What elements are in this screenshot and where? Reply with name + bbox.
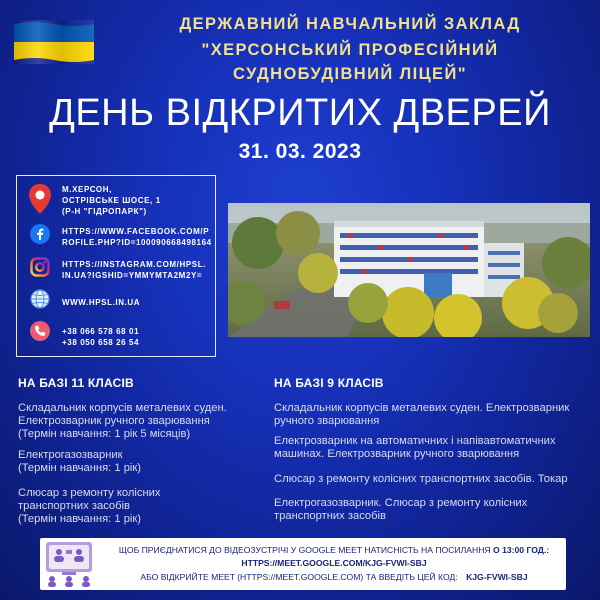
- page-title: ДЕНЬ ВІДКРИТИХ ДВЕРЕЙ: [49, 92, 551, 134]
- instagram-icon[interactable]: [30, 257, 50, 282]
- org-name-line1: ДЕРЖАВНИЙ НАВЧАЛЬНИЙ ЗАКЛАД: [179, 15, 521, 33]
- left-program-3-line2: транспортних засобів: [18, 500, 130, 512]
- address-line3: (Р-Н "ГІДРОПАРК"): [62, 207, 147, 216]
- right-program-4-line2: транспортних засобів: [274, 510, 386, 522]
- right-program-4-line1: Електрогазозварник. Слюсар з ремонту колісних: [274, 497, 528, 509]
- website-link[interactable]: WWW.HPSL.IN.UA: [62, 298, 141, 307]
- banner-time: О 13:00 ГОД.:: [493, 545, 550, 555]
- left-program-1-line2: Електрозварник ручного зварювання: [18, 415, 210, 427]
- left-program-1-line1: Складальник корпусів металевих суден.: [18, 402, 227, 414]
- banner-line3: [104, 572, 564, 583]
- left-program-3: [18, 487, 161, 526]
- right-program-1: [274, 402, 569, 428]
- banner-code-instruction: АБО ВІДКРИЙТЕ MEET (HTTPS://MEET.GOOGLE.COM) ТА ВВЕДІТЬ ЦЕЙ КОД:: [140, 572, 458, 582]
- banner-line1: [104, 545, 564, 556]
- phone-icon: [30, 321, 50, 346]
- meet-link[interactable]: HTTPS://MEET.GOOGLE.COM/KJG-FVWI-SBJ: [241, 558, 427, 568]
- instagram-link-line2[interactable]: IN.UA?IGSHID=YMMYMTA2M2Y=: [62, 271, 203, 280]
- left-program-1-line3: (Термін навчання: 1 рік 5 місяців): [18, 428, 191, 440]
- left-program-2: [18, 449, 141, 475]
- phone-number-1: +38 066 578 68 01: [62, 327, 140, 336]
- facebook-link-line1[interactable]: HTTPS://WWW.FACEBOOK.COM/P: [62, 227, 210, 236]
- lyceum-building-photo: [228, 203, 590, 337]
- phone-number-2: +38 050 658 26 54: [62, 338, 140, 347]
- left-program-2-line1: Електрогазозварник: [18, 449, 123, 461]
- facebook-link-line2[interactable]: ROFILE.PHP?ID=100090668498164: [62, 238, 212, 247]
- right-program-1-line1: Складальник корпусів металевих суден. Електрозварник: [274, 402, 570, 414]
- instagram-link-line1[interactable]: HTTPS://INSTAGRAM.COM/HPSL.: [62, 260, 207, 269]
- address-line2: ОСТРІВСЬКЕ ШОСЕ, 1: [62, 196, 161, 205]
- org-name-line2: "ХЕРСОНСЬКИЙ ПРОФЕСІЙНИЙ: [201, 41, 499, 59]
- left-column-heading: НА БАЗІ 11 КЛАСІВ: [18, 376, 134, 390]
- facebook-icon[interactable]: [30, 224, 50, 249]
- right-column-heading: НА БАЗІ 9 КЛАСІВ: [274, 376, 384, 390]
- globe-icon: [30, 289, 50, 314]
- org-name-line3: СУДНОБУДІВНИЙ ЛІЦЕЙ": [233, 65, 467, 83]
- left-program-1: [18, 402, 227, 441]
- event-date: 31. 03. 2023: [238, 140, 362, 163]
- right-program-3-line1: Слюсар з ремонту колісних транспортних засобів. Токар: [274, 473, 568, 485]
- right-program-2-line2: машинах. Електрозварник ручного зварювання: [274, 448, 520, 460]
- meet-code: KJG-FVWI-SBJ: [466, 572, 528, 582]
- left-program-3-line3: (Термін навчання: 1 рік): [18, 513, 142, 525]
- left-program-2-line2: (Термін навчання: 1 рік): [18, 462, 142, 474]
- address-line1: М.ХЕРСОН,: [62, 185, 112, 194]
- video-conference-icon: [44, 540, 94, 588]
- right-program-1-line2: ручного зварювання: [274, 415, 380, 427]
- banner-instruction-text: ЩОБ ПРИЄДНАТИСЯ ДО ВІДЕОЗУСТРІЧІ У GOOGLE MEET НАТИСНІСТЬ НА ПОСИЛАННЯ: [118, 545, 491, 555]
- ukraine-flag-icon: [14, 20, 94, 64]
- left-program-3-line1: Слюсар з ремонту колісних: [18, 487, 161, 499]
- right-program-2: [274, 435, 556, 461]
- right-program-3: [274, 473, 568, 486]
- right-program-2-line1: Електрозварник на автоматичних і напівавтоматичних: [274, 435, 556, 447]
- right-program-4: [274, 497, 527, 523]
- location-pin-icon: [28, 183, 52, 220]
